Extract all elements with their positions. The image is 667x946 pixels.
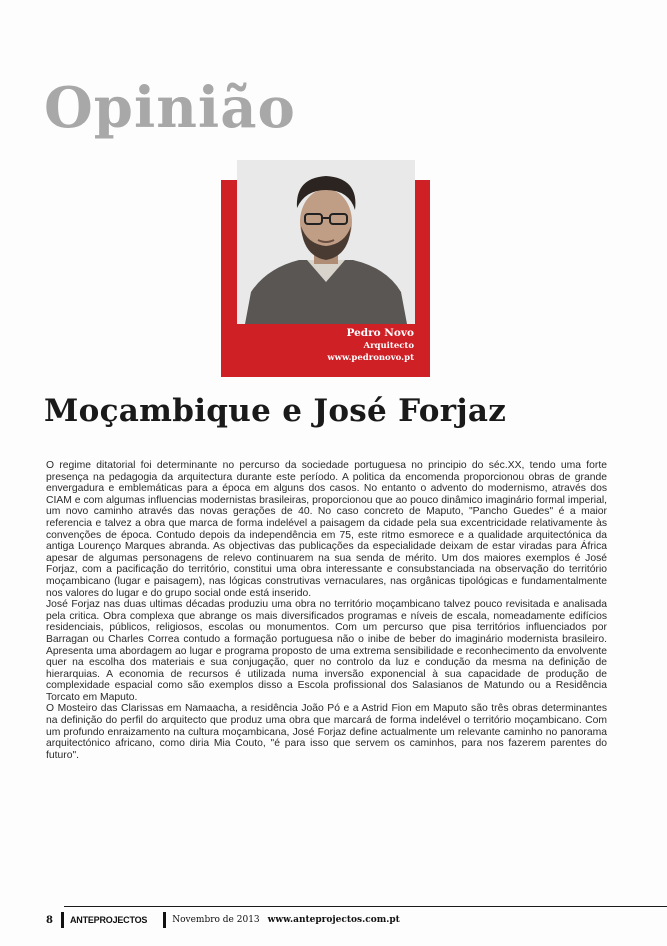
section-title: Opinião — [44, 75, 296, 141]
author-photo — [237, 160, 415, 324]
footer-bar — [61, 912, 64, 928]
magazine-brand: ANTEPROJECTOS — [69, 915, 148, 925]
article-paragraph: O regime ditatorial foi determinante no percurso da sociedade portuguesa no principio do séc.XX, tendo uma forte presença na pedagogia da arquitectura durante este período. A politica da encomenda proporcionou obras de grande envergadura e emblemáticas para a época em alguns dos casos. No entanto o advento do modernismo, através dos CIAM e com algumas influencias modernistas brasileiras, proporcionou que ao pouco dinâmico imaginário formal imperial, um novo caminho através das novas gerações de 40. No caso concreto de Maputo, "Pancho Guedes" é a maior referencia e talvez a obra que marca de forma indelével a paisagem da cidade pela sua excentricidade relativamente às convenções de época. Contudo depois da independência em 75, este ritmo esmorece e a qualidade arquitectónica da antiga Lourenço Marques abranda. As objectivas das publicações da especialidade deixam de estar viradas para África apesar de algumas personagens de relevo continuarem na sua senda de mérito. Um dos maiores exemplos é José Forjaz, com a pacificação do território, constitui uma obra interessante e consubstanciada na observação do território moçambicano (lugar e paisagem), nas lógicas construtivas vernaculares, nas orgânicas tipológicas e fundamentalmente nos valores do lugar e do grupo social onde está inserido. — [46, 460, 607, 599]
article-paragraph: José Forjaz nas duas ultimas décadas produziu uma obra no território moçambicano talvez pouco revisitada e analisada pela critica. Obra complexa que abrange os mais diversificados programas e níveis de escala, nomeadamente edifícios residenciais, públicos, religiosos, escolas ou monumentos. Com um percurso que pisa territórios influenciados por Barragan ou Charles Correa contudo a formação portuguesa não o inibe de beber do imaginário modernista brasileiro. Apresenta uma abordagem ao lugar e programa proposto de uma extrema sensibilidade e reconhecimento da envolvente quer na escolha dos materiais e sua conjugação, quer no controlo da luz e condução da mesma na definição de hierarquias. A economia de recursos é utilizada numa inversão exponencial à sua capacidade de produção de complexidade espacial como são exemplos disso a Escola profissional dos Salasianos de Matundo ou a Residência Torcato em Maputo. — [46, 599, 607, 703]
footer-bar — [163, 912, 166, 928]
page-number: 8 — [46, 914, 53, 926]
author-portrait-image — [237, 160, 415, 324]
article-body — [46, 460, 607, 761]
author-role: Arquitecto — [363, 341, 414, 351]
article-headline: Moçambique e José Forjaz — [44, 393, 507, 429]
author-name: Pedro Novo — [346, 327, 414, 339]
author-info — [230, 327, 414, 364]
article-paragraph: O Mosteiro das Clarissas em Namaacha, a residência João Pó e a Astrid Fion em Maputo são três obras determinantes na definição do perfil do arquitecto que produz uma obra que marcará de forma indelével o território moçambicano. Com um profundo enraizamento na cultura moçambicana, José Forjaz define actualmente um relevante caminho no panorama arquitectónico africano, como diria Mia Couto, "é para isso que servem os caminhos, para nos fazerem parentes do futuro". — [46, 703, 607, 761]
issue-date: Novembro de 2013 — [172, 915, 260, 925]
author-website-link[interactable]: www.pedronovo.pt — [327, 353, 414, 363]
page-footer — [46, 912, 400, 928]
footer-divider — [64, 906, 667, 907]
magazine-website-link[interactable]: www.anteprojectos.com.pt — [267, 915, 400, 925]
